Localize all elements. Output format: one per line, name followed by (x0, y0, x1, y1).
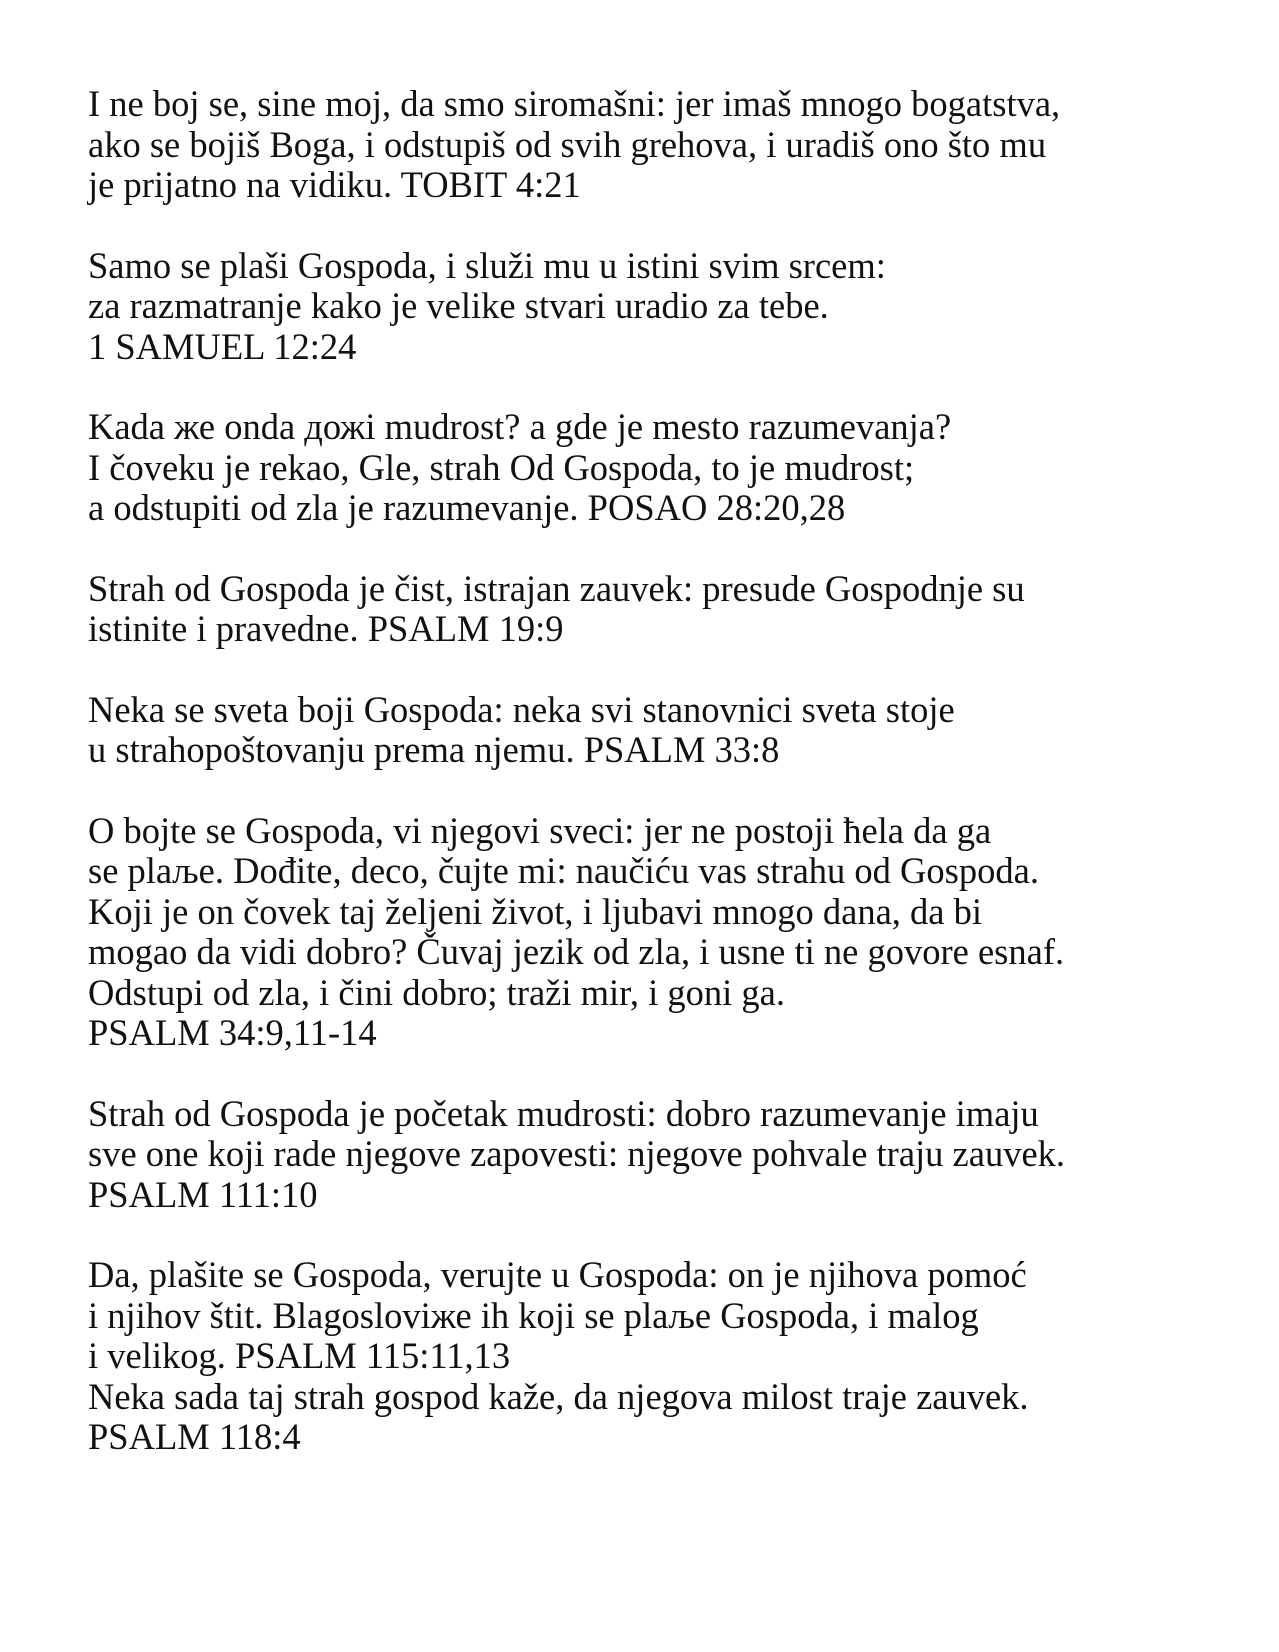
passage-psalm-115 (88, 1255, 1228, 1377)
text-line: PSALM 111:10 (88, 1173, 318, 1215)
text-line: Koji je on čovek taj željeni život, i ljubavi mnogo dana, da bi (88, 890, 983, 932)
text-line: je prijatno na vidiku. TOBIT 4:21 (88, 164, 581, 205)
text-line: u strahopoštovanju prema njemu. PSALM 33:8 (88, 729, 780, 770)
passage-tobit (88, 84, 1228, 206)
passage-1-samuel (88, 246, 1228, 368)
text-line: Samo se plaši Gospoda, i služi mu u istini svim srcem: (88, 244, 886, 286)
text-line: a odstupiti od zla je razumevanje. POSAO 28:20,28 (88, 487, 846, 528)
text-line: Strah od Gospoda je početak mudrosti: dobro razumevanje imaju (88, 1092, 1039, 1134)
text-line: Kada же onda дожi mudrost? a gde je mesto razumevanja? (88, 406, 952, 447)
text-line: istinite i pravedne. PSALM 19:9 (88, 608, 564, 649)
passage-posao (88, 407, 1228, 529)
text-line: i velikog. PSALM 115:11,13 (88, 1335, 511, 1376)
text-line: Da, plašite se Gospoda, verujte u Gospoda: on je njihova pomoć (88, 1254, 1027, 1295)
text-line: Neka se sveta boji Gospoda: neka svi stanovnici sveta stoje (88, 688, 955, 730)
text-line: mogao da vidi dobro? Čuvaj jezik od zla, i usne ti ne govore esnaf. (88, 931, 1065, 972)
passage-psalm-111 (88, 1094, 1228, 1216)
text-line: I ne boj se, sine moj, da smo siromašni: jer imaš mnogo bogatstva, (88, 83, 1061, 124)
text-line: I čoveku je rekao, Gle, strah Od Gospoda, to je mudrost; (88, 446, 915, 488)
document-page (88, 84, 1228, 1458)
passage-psalm-19 (88, 569, 1228, 650)
text-line: PSALM 118:4 (88, 1416, 301, 1457)
text-line: i njihov štit. Blagosloviже ih koji se plaљe Gospoda, i malog (88, 1294, 979, 1336)
text-line: PSALM 34:9,11-14 (88, 1012, 377, 1053)
text-line: se plaљe. Dođite, deco, čujte mi: naučiću vas strahu od Gospoda. (88, 850, 1039, 891)
passage-psalm-118 (88, 1377, 1228, 1458)
passage-psalm-33 (88, 690, 1228, 771)
text-line: ako se bojiš Boga, i odstupiš od svih grehova, i uradiš ono što mu (88, 123, 1047, 165)
text-line: O bojte se Gospoda, vi njegovi sveci: jer ne postoji ћela da ga (88, 809, 992, 851)
text-line: sve one koji rade njegove zapovesti: njegove pohvale traju zauvek. (88, 1133, 1066, 1174)
text-line: za razmatranje kako je velike stvari uradio za tebe. (88, 285, 829, 326)
text-line: Odstupi od zla, i čini dobro; traži mir, i goni ga. (88, 971, 785, 1013)
passage-psalm-34 (88, 811, 1228, 1054)
text-line: 1 SAMUEL 12:24 (88, 325, 357, 367)
text-line: Neka sada taj strah gospod kaže, da njegova milost traje zauvek. (88, 1375, 1029, 1417)
text-line: Strah od Gospoda je čist, istrajan zauvek: presude Gospodnje su (88, 567, 1025, 609)
